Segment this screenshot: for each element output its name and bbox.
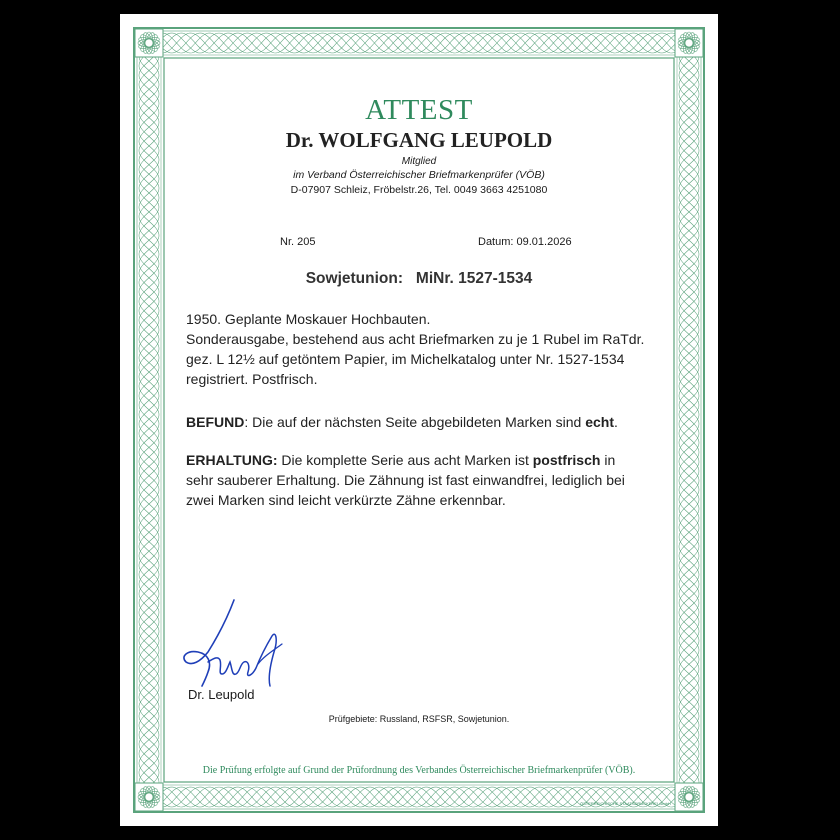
examiner-name: Dr. WOLFGANG LEUPOLD xyxy=(285,128,553,152)
erhaltung-line: sehr sauberer Erhaltung. Die Zähnung ist fast einwandfrei, lediglich bei xyxy=(186,472,625,488)
befund-label: BEFUND xyxy=(186,414,245,430)
footer-note: Die Prüfung erfolgte auf Grund der Prüfordnung des Verbandes Österreichischer Briefmarkenprüfer (VÖB). xyxy=(202,765,636,776)
befund-emphasis: echt xyxy=(585,414,615,430)
handwritten-signature xyxy=(178,596,298,696)
erhaltung-paragraph xyxy=(186,450,625,510)
association-line: im Verband Österreichischer Briefmarkenprüfer (VÖB) xyxy=(293,169,545,181)
certificate-number: Nr. 205 xyxy=(280,236,316,248)
description-block xyxy=(186,309,644,389)
erhaltung-end: in xyxy=(600,452,616,468)
erhaltung-line xyxy=(186,450,625,470)
stamp-set-headline: Sowjetunion: MiNr. 1527-1534 xyxy=(305,270,533,287)
certificate-date: Datum: 09.01.2026 xyxy=(478,236,572,248)
certificate-title: ATTEST xyxy=(365,94,473,126)
befund-paragraph xyxy=(186,412,618,432)
printer-imprint: ÖSTERREICHISCHE STAATSDRUCKEREI GmbH xyxy=(580,801,671,806)
befund-end: . xyxy=(614,414,618,430)
erhaltung-text: Die komplette Serie aus acht Marken ist xyxy=(277,452,533,468)
description-line: Sonderausgabe, bestehend aus acht Briefmarken zu je 1 Rubel im RaTdr. xyxy=(186,331,645,347)
address-line: D-07907 Schleiz, Fröbelstr.26, Tel. 0049 3663 4251080 xyxy=(290,184,548,196)
befund-text: : Die auf der nächsten Seite abgebildeten Marken sind xyxy=(244,414,586,430)
description-line: registriert. Postfrisch. xyxy=(186,371,318,387)
certificate-sheet xyxy=(120,14,718,826)
description-line: 1950. Geplante Moskauer Hochbauten. xyxy=(186,311,431,327)
erhaltung-label: ERHALTUNG: xyxy=(186,452,278,468)
erhaltung-emphasis: postfrisch xyxy=(532,452,601,468)
description-line: gez. L 12½ auf getöntem Papier, im Michelkatalog unter Nr. 1527-1534 xyxy=(186,351,625,367)
membership-label: Mitglied xyxy=(401,156,437,167)
examination-areas: Prüfgebiete: Russland, RSFSR, Sowjetunion. xyxy=(328,714,510,724)
erhaltung-line: zwei Marken sind leicht verkürzte Zähne erkennbar. xyxy=(186,492,506,508)
signer-name: Dr. Leupold xyxy=(188,687,255,702)
